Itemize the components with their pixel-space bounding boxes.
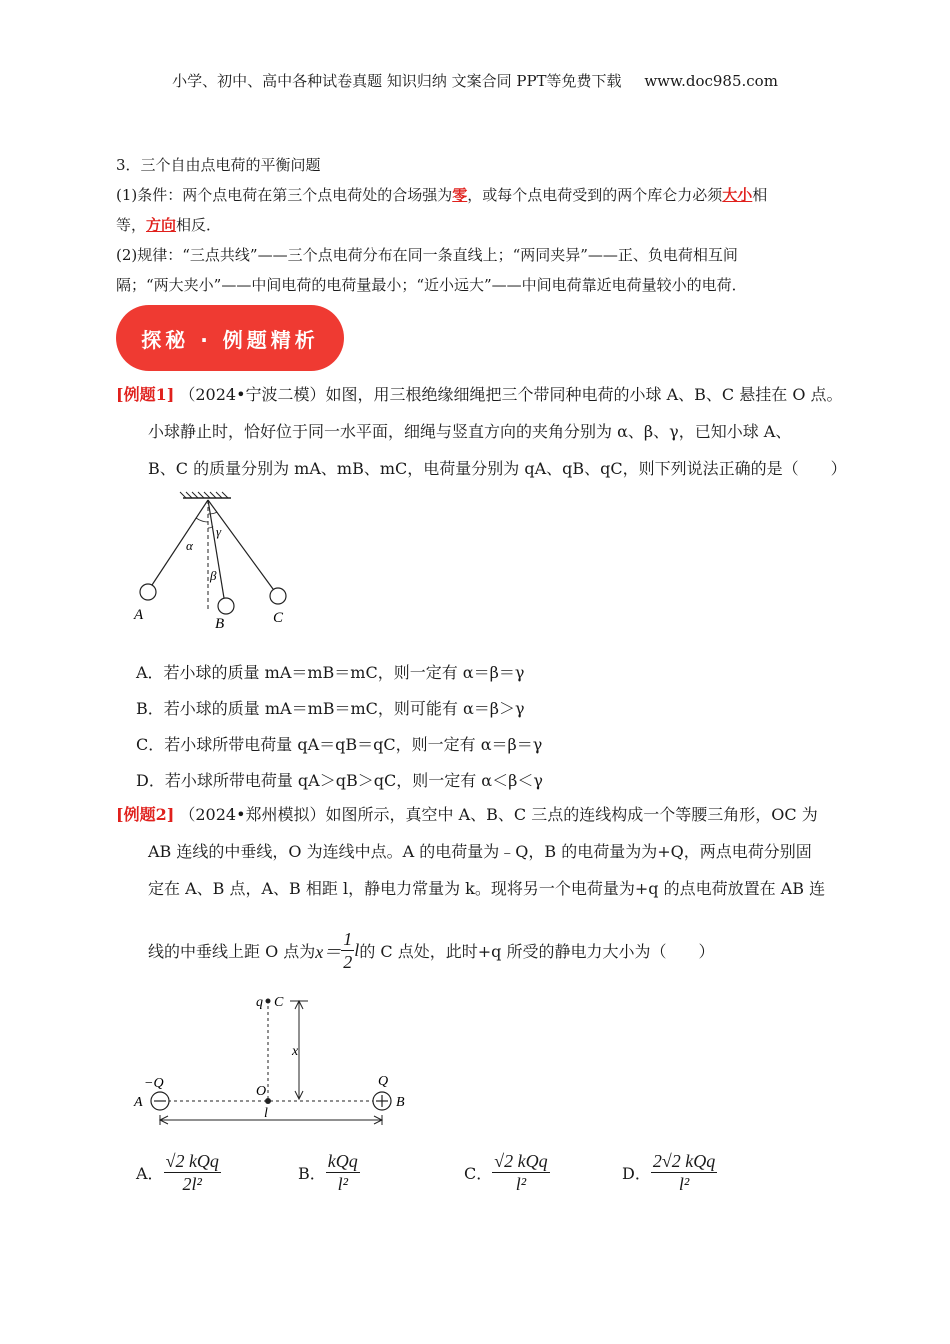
example2-line1 <box>116 796 818 833</box>
option-b-den: l² <box>337 1174 348 1194</box>
label-c: C <box>273 610 284 626</box>
ball-c <box>270 588 286 604</box>
example1-tag: [例题1] <box>116 385 175 404</box>
condition-paragraph <box>116 180 846 240</box>
option-d-label: D． <box>622 1164 651 1183</box>
beta-label: β <box>210 568 217 583</box>
header-text: 小学、初中、高中各种试卷真题 知识归纳 文案合同 PPT等免费下载 <box>172 72 622 90</box>
example1-text1: （2024•宁波二模）如图，用三根绝缘细绳把三个带同种电荷的小球 A、B、C 悬挂在 O 点。 <box>179 385 843 404</box>
example1-option-c[interactable]: C．若小球所带电荷量 qA＝qB＝qC，则一定有 α＝β＝γ <box>136 735 543 754</box>
option-d-fraction <box>651 1150 717 1195</box>
page-header <box>0 70 950 91</box>
example2-option-b[interactable] <box>298 1150 360 1195</box>
example2-l: l <box>354 940 360 960</box>
option-b-label: B． <box>298 1164 326 1183</box>
cond-zero: 零 <box>452 186 468 204</box>
option-a-fraction <box>164 1150 221 1195</box>
example2-text4b: 的 C 点处，此时+q 所受的静电力大小为（ ） <box>359 942 715 961</box>
example2-line3: 定在 A、B 点，A、B 相距 l，静电力常量为 k。现将另一个电荷量为+q 的点电荷放置在 AB 连 <box>148 879 826 898</box>
section-title: 3．三个自由点电荷的平衡问题 <box>116 156 321 174</box>
example2-fraction <box>341 928 354 973</box>
label-b: B <box>215 616 225 632</box>
pendulum-figure <box>128 488 308 633</box>
option-a-label: A． <box>136 1164 164 1183</box>
example1-option-a[interactable]: A．若小球的质量 mA＝mB＝mC，则一定有 α＝β＝γ <box>136 663 525 682</box>
option-d-num: 2√2 kQq <box>652 1151 716 1171</box>
example1-option-b[interactable]: B．若小球的质量 mA＝mB＝mC，则可能有 α＝β＞γ <box>136 699 525 718</box>
example1-option-d[interactable]: D．若小球所带电荷量 qA＞qB＞qC，则一定有 α＜β＜γ <box>136 771 543 790</box>
cond-dir: 方向 <box>146 216 177 234</box>
label-a-point: A <box>134 1095 143 1110</box>
banner-label: 探秘 · 例题精析 <box>141 327 319 352</box>
option-a-den: 2l² <box>182 1174 202 1194</box>
option-c-label: C． <box>464 1164 493 1183</box>
label-q: q <box>256 995 263 1010</box>
example2-tag: [例题2] <box>116 805 175 824</box>
rule-line-1: (2)规律：“三点共线”——三个点电荷分布在同一条直线上；“两同夹异”——正、负电荷相互间 <box>116 246 738 264</box>
label-b-point: B <box>396 1095 405 1110</box>
cond-size: 大小 <box>722 186 753 204</box>
example1-line2: 小球静止时，恰好位于同一水平面，细绳与竖直方向的夹角分别为 α、β、γ，已知小球 A、 <box>148 422 792 441</box>
alpha-label: α <box>186 538 193 553</box>
header-site: www.doc985.com <box>644 72 778 90</box>
ball-b <box>218 598 234 614</box>
example2-option-c[interactable] <box>464 1150 550 1195</box>
cond-a: (1)条件：两个点电荷在第三个点电荷处的合场强为 <box>116 186 453 204</box>
label-pos-q: Q <box>378 1074 389 1089</box>
example1-line1 <box>116 376 843 413</box>
cond-e: 相反． <box>176 216 222 234</box>
option-c-num: √2 kQq <box>494 1151 548 1171</box>
example1-line3: B、C 的质量分别为 mA、mB、mC，电荷量分别为 qA、qB、qC，则下列说法正确的是（ ） <box>148 459 847 478</box>
label-x: x <box>292 1044 299 1059</box>
option-c-den: l² <box>515 1174 527 1194</box>
option-a-num: √2 kQq <box>165 1151 219 1171</box>
gamma-label: γ <box>216 524 222 539</box>
rule-line-2: 隔；“两大夹小”——中间电荷的电荷量最小；“近小远大”——中间电荷靠近电荷量较小的电荷． <box>116 276 747 294</box>
ball-a <box>140 584 156 600</box>
cond-c: 相 <box>752 186 768 204</box>
example-banner <box>116 305 344 371</box>
option-d-den: l² <box>678 1174 690 1194</box>
option-b-num: kQq <box>327 1151 358 1171</box>
label-l: l <box>264 1106 268 1121</box>
label-c-point: C <box>274 995 284 1010</box>
example2-text4a: 线的中垂线上距 O 点为 <box>148 942 316 961</box>
fraction-denominator: 2 <box>343 952 353 972</box>
cond-d: 等， <box>116 216 147 234</box>
label-neg-q: −Q <box>144 1076 164 1091</box>
label-a: A <box>134 607 144 623</box>
example2-option-d[interactable] <box>622 1150 717 1195</box>
example2-line2: AB 连线的中垂线，O 为连线中点。A 的电荷量为﹣Q，B 的电荷量为为+Q，两点电荷分别固 <box>148 842 812 861</box>
example2-x-equals: x＝ <box>315 941 342 962</box>
example2-text1: （2024•郑州模拟）如图所示，真空中 A、B、C 三点的连线构成一个等腰三角形，OC 为 <box>179 805 818 824</box>
rule-paragraph <box>116 240 856 300</box>
option-c-fraction <box>492 1150 549 1195</box>
fraction-numerator: 1 <box>343 929 353 949</box>
example2-option-a[interactable] <box>136 1150 221 1195</box>
option-b-fraction <box>326 1150 360 1195</box>
cond-b: ，或每个点电荷受到的两个库仑力必须 <box>467 186 723 204</box>
example2-line4 <box>148 928 714 973</box>
charge-figure <box>128 985 428 1130</box>
label-o: O <box>256 1084 267 1099</box>
